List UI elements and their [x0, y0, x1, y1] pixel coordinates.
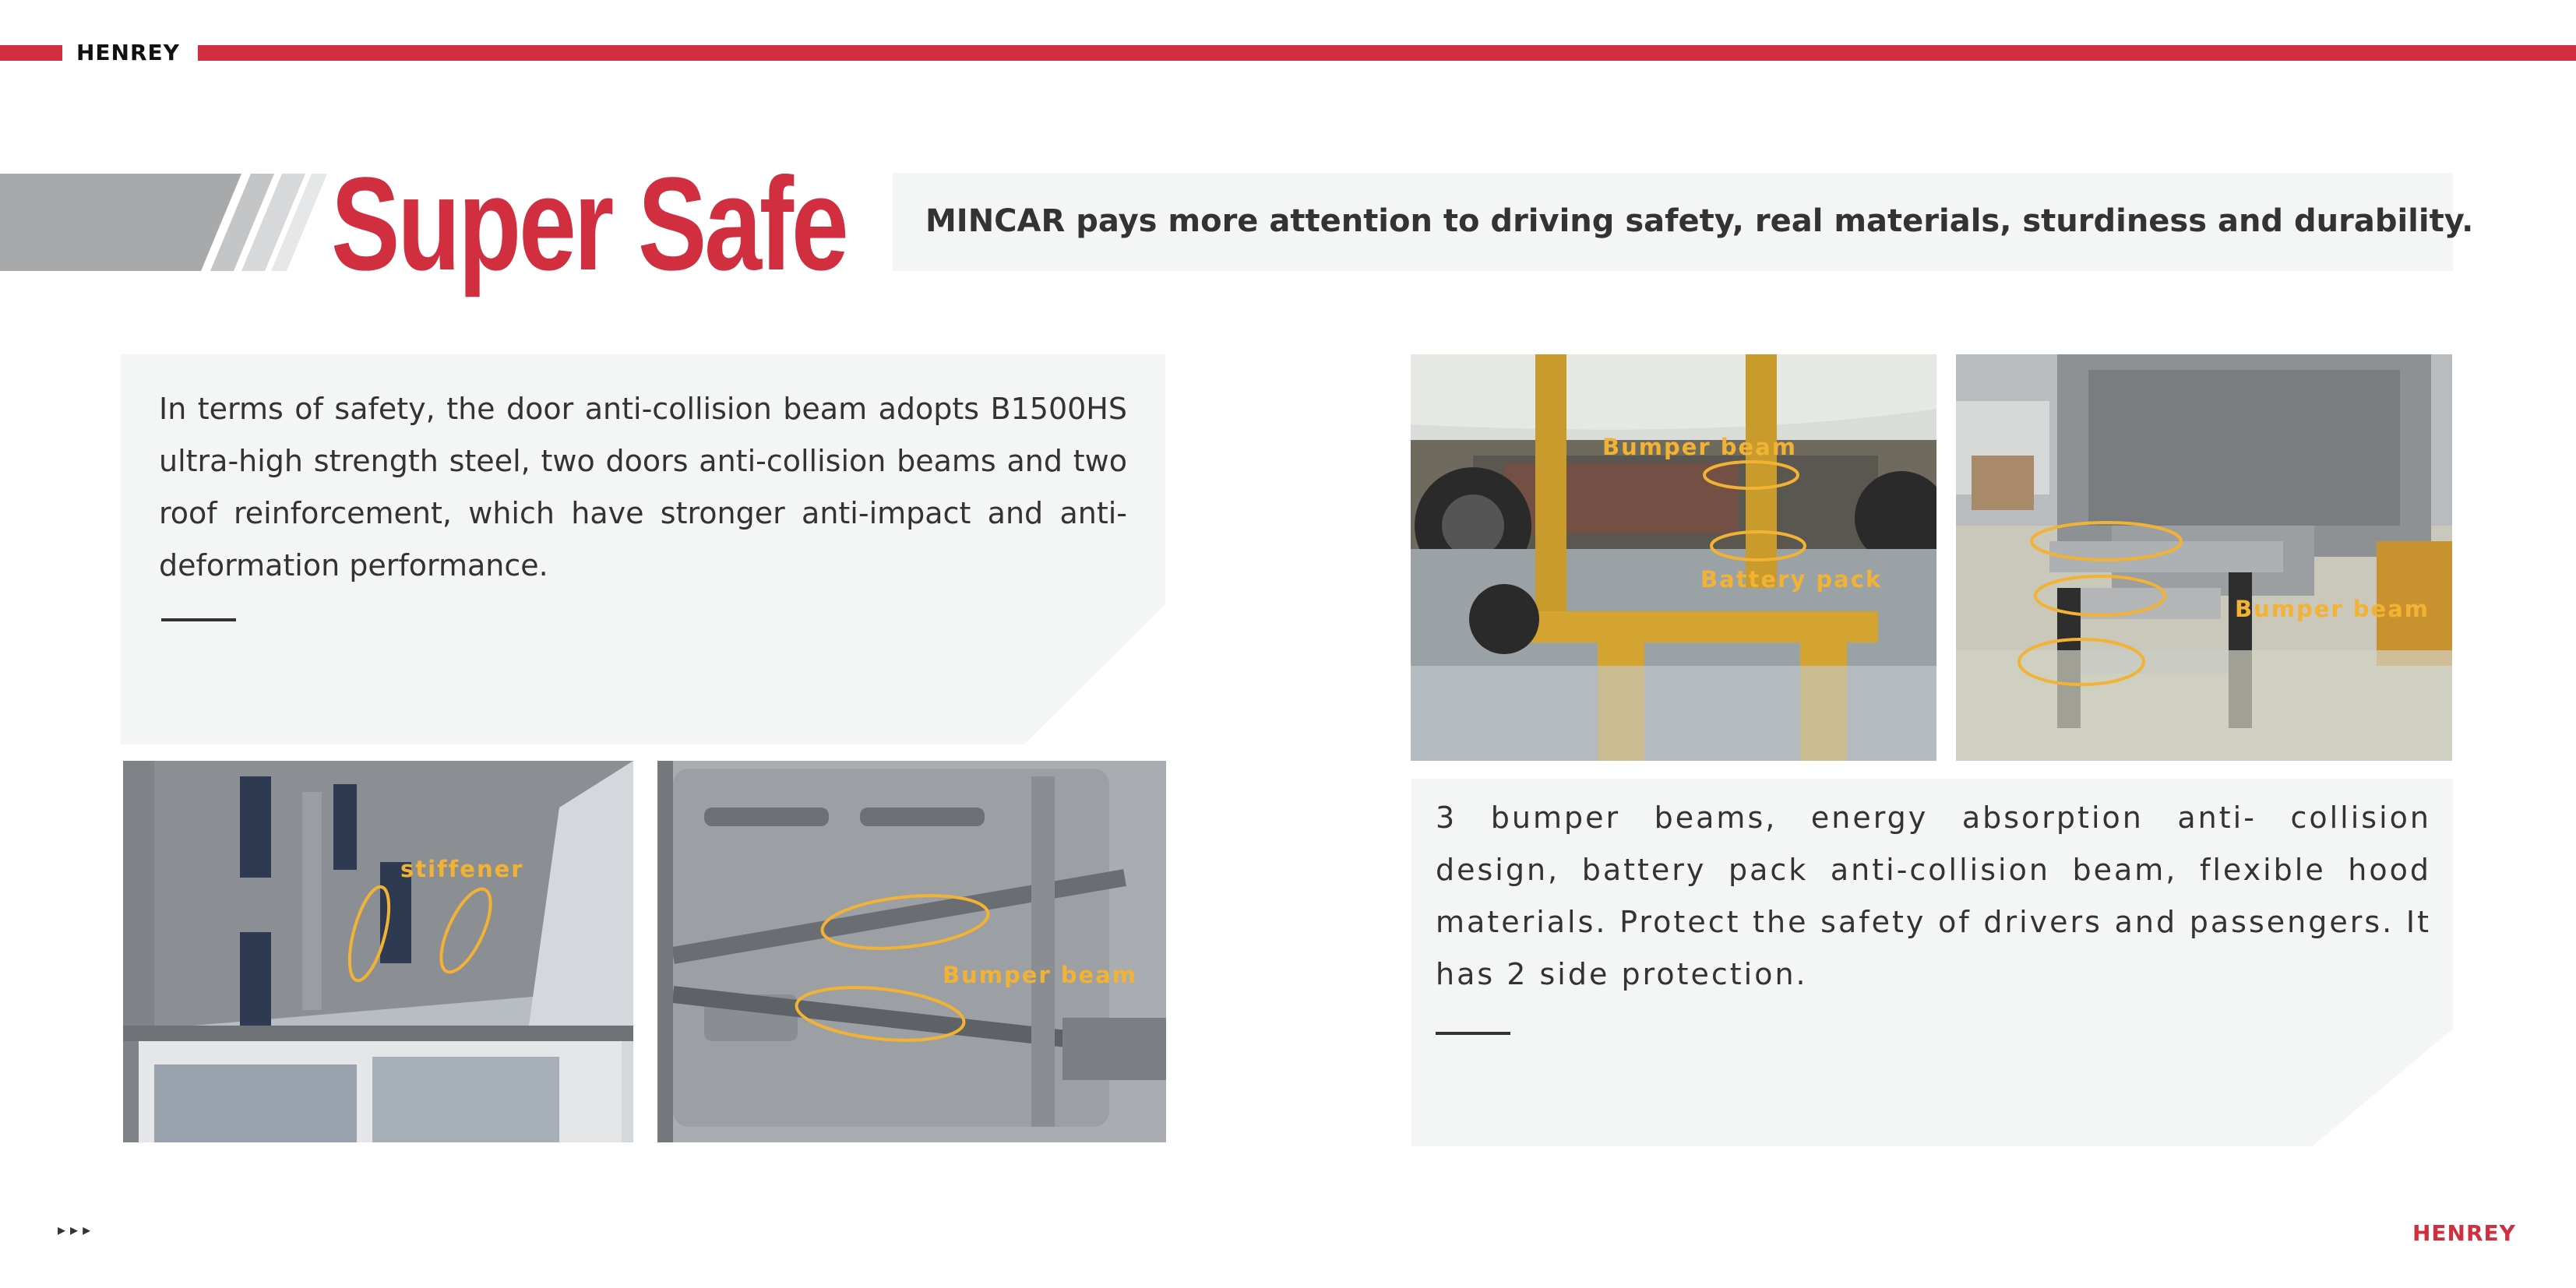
roof-photo [123, 761, 633, 1142]
front-frame-label-bumper-beam: Bumper beam [2235, 596, 2430, 622]
header-bar-right [198, 45, 2576, 61]
door-photo [657, 761, 1166, 1142]
header-bar-left [0, 45, 62, 61]
page-title: Super Safe [331, 150, 847, 298]
tagline: MINCAR pays more attention to driving safety, real materials, sturdiness and durability. [925, 203, 2474, 239]
underbody-photo [1411, 354, 1936, 761]
underbody-label-battery-pack: Battery pack [1700, 566, 1883, 593]
brand-logo-top: HENREY [76, 40, 180, 65]
left-description: In terms of safety, the door anti-collision beam adopts B1500HS ultra-high strength steel, two doors anti-collision beams and two roof reinforcement, which have stronger anti-impact and anti-deformation performance. [159, 392, 1127, 582]
right-description: 3 bumper beams, energy absorption anti- collision design, battery pack anti-collision beam, flexible hood materials. Protect the safety of drivers and passengers. It has 2 side protection. [1436, 801, 2431, 991]
right-divider [1436, 1032, 1510, 1035]
title-stripes-decoration [0, 174, 327, 271]
front-frame-photo [1956, 354, 2452, 761]
triple-arrow-icon[interactable]: ▸▸▸ [58, 1222, 96, 1239]
left-divider [161, 618, 236, 621]
door-label-bumper-beam: Bumper beam [943, 962, 1138, 988]
brand-logo-bottom: HENREY [2412, 1220, 2516, 1246]
underbody-label-bumper-beam: Bumper beam [1602, 434, 1798, 460]
roof-label-stiffener: stiffener [400, 856, 524, 882]
